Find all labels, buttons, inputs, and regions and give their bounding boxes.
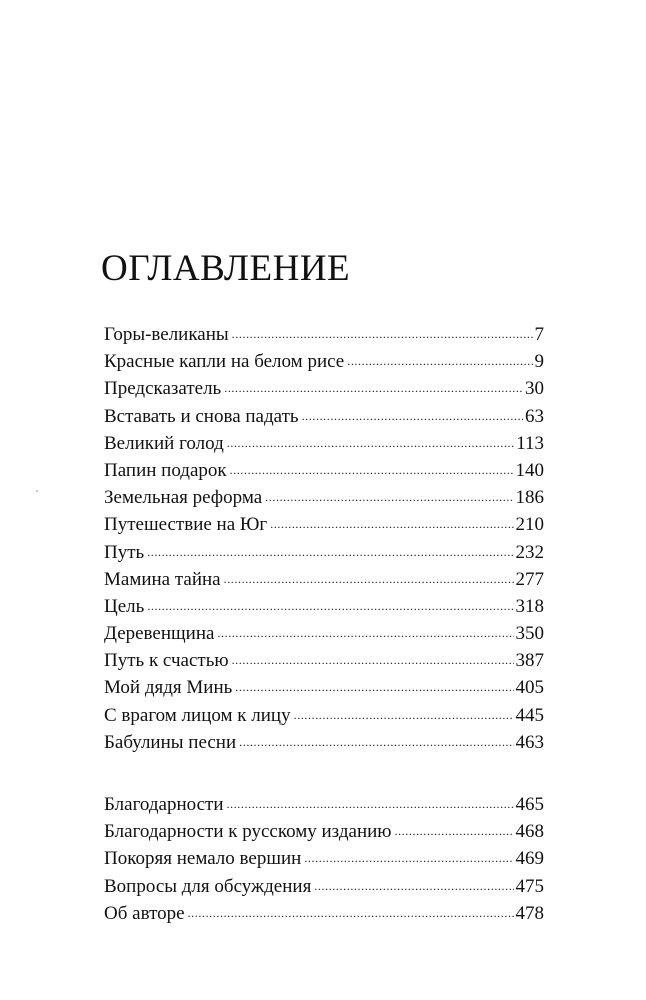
toc-entry-page-number: 478 [515, 902, 544, 924]
toc-entry-page-number: 469 [515, 848, 544, 870]
dot-leader [239, 728, 513, 748]
dot-leader [224, 565, 514, 585]
dot-leader [294, 701, 514, 721]
toc-entry [104, 565, 544, 592]
toc-entry [104, 872, 544, 899]
toc-entry-label: Путешествие на Юг [104, 514, 268, 536]
toc-entry-page-number: 465 [515, 794, 544, 815]
toc-entry [104, 374, 544, 401]
dot-leader [230, 456, 514, 476]
dot-leader [232, 646, 514, 666]
dot-leader [347, 347, 532, 367]
toc-entry-label: Мамина тайна [104, 568, 221, 590]
toc-main-list [104, 320, 544, 755]
dot-leader [224, 374, 523, 394]
toc-entry [104, 899, 544, 926]
toc-entry-label: Папин подарок [104, 459, 227, 481]
toc-entry-label: Земельная реформа [104, 487, 263, 509]
toc-entry-label: Бабулины песни [104, 731, 237, 753]
toc-entry-page-number: 387 [515, 650, 544, 672]
toc-entry [104, 592, 544, 619]
toc-entry [104, 510, 544, 537]
toc-entry-page-number: 277 [515, 568, 544, 590]
dot-leader [302, 402, 523, 422]
toc-entry-page-number: 63 [525, 405, 544, 427]
toc-entry-label: Деревенщина [104, 623, 215, 645]
toc-entry-page-number: 30 [525, 378, 544, 400]
dot-leader [270, 510, 513, 530]
dot-leader [188, 899, 514, 919]
toc-entry-label: Путь [104, 541, 145, 563]
toc-entry-label: Горы-великаны [104, 324, 229, 345]
toc-entry-label: Цель [104, 595, 145, 617]
dot-leader [147, 592, 513, 612]
dot-leader [304, 844, 513, 864]
toc-entry-label: Благодарности к русскому изданию [104, 821, 392, 843]
dot-leader [227, 429, 514, 449]
toc-entry-page-number: 9 [534, 351, 544, 373]
toc-entry-page-number: 350 [515, 623, 544, 645]
toc-entry-label: Красные капли на белом рисе [104, 351, 345, 373]
toc-entry [104, 790, 544, 817]
toc-entry-label: Вставать и снова падать [104, 405, 299, 427]
toc-extra-list [104, 790, 544, 926]
toc-entry-label: Вопросы для обсуждения [104, 875, 312, 897]
toc-entry [104, 483, 544, 510]
toc-entry [104, 538, 544, 565]
toc-entry [104, 673, 544, 700]
toc-entry-label: Предсказатель [104, 378, 222, 400]
paper-speck [36, 490, 38, 492]
toc-entry-label: С врагом лицом к лицу [104, 704, 291, 726]
toc-entry [104, 320, 544, 347]
toc-entry-page-number: 140 [515, 459, 544, 481]
toc-title: ОГЛАВЛЕНИЕ [101, 248, 351, 289]
dot-leader [232, 320, 533, 340]
dot-leader [217, 619, 513, 639]
toc-entry-label: Об авторе [104, 902, 185, 924]
toc-entry [104, 817, 544, 844]
toc-entry-page-number: 468 [515, 821, 544, 843]
toc-entry [104, 347, 544, 374]
toc-entry-page-number: 210 [515, 514, 544, 536]
dot-leader [314, 872, 513, 892]
toc-entry-page-number: 445 [515, 704, 544, 726]
dot-leader [235, 673, 513, 693]
toc-entry [104, 701, 544, 728]
toc-entry-page-number: 7 [534, 324, 544, 345]
toc-entry [104, 456, 544, 483]
toc-entry [104, 844, 544, 871]
toc-entry-page-number: 475 [515, 875, 544, 897]
toc-entry-page-number: 405 [515, 677, 544, 699]
toc-entry-label: Покоряя немало вершин [104, 848, 302, 870]
toc-entry [104, 728, 544, 755]
dot-leader [227, 790, 514, 810]
dot-leader [147, 538, 513, 558]
toc-entry-page-number: 186 [515, 487, 544, 509]
dot-leader [394, 817, 513, 837]
toc-entry [104, 619, 544, 646]
toc-entry-label: Великий голод [104, 432, 224, 454]
toc-entry-page-number: 463 [515, 731, 544, 753]
toc-entry [104, 646, 544, 673]
toc-entry [104, 402, 544, 429]
dot-leader [265, 483, 513, 503]
toc-entry-page-number: 113 [516, 432, 544, 454]
toc-entry-label: Благодарности [104, 794, 224, 815]
toc-entry-label: Путь к счастью [104, 650, 229, 672]
toc-entry [104, 429, 544, 456]
toc-entry-page-number: 232 [515, 541, 544, 563]
toc-entry-label: Мой дядя Минь [104, 677, 233, 699]
toc-entry-page-number: 318 [515, 595, 544, 617]
